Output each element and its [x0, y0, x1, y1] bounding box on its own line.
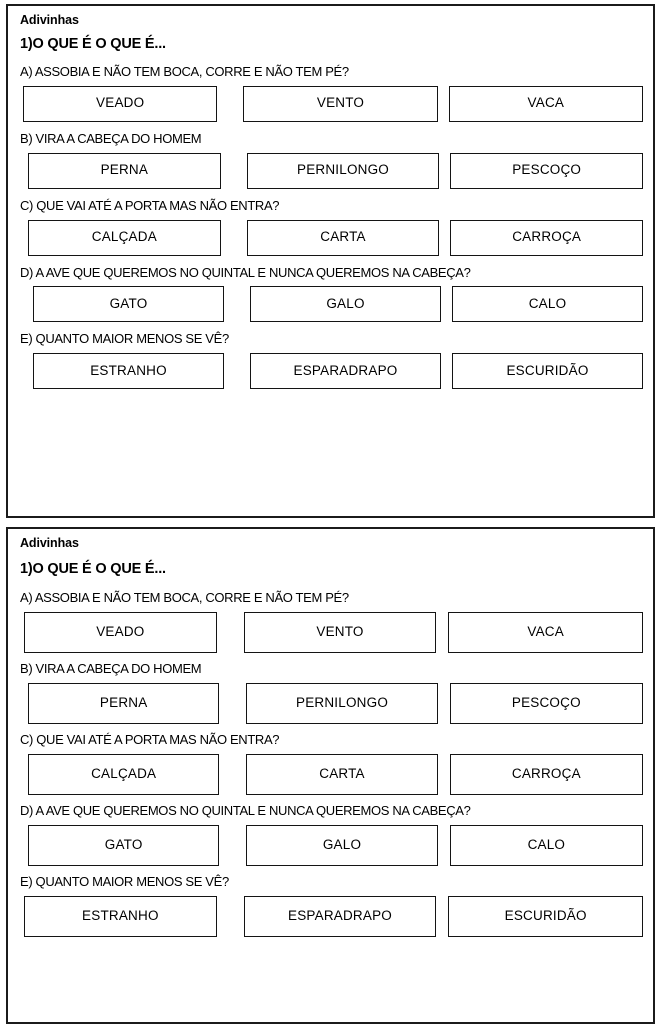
option-box[interactable]: CARTA: [246, 754, 437, 795]
option-box[interactable]: PERNA: [28, 683, 219, 724]
option-box[interactable]: CALO: [452, 286, 643, 322]
question-block-c: [19, 199, 643, 256]
option-box[interactable]: GALO: [250, 286, 441, 322]
option-box[interactable]: GATO: [28, 825, 219, 866]
option-box[interactable]: VENTO: [244, 612, 437, 653]
option-row: [24, 896, 643, 937]
option-box[interactable]: GATO: [33, 286, 224, 322]
option-box[interactable]: CALÇADA: [28, 220, 221, 256]
question-block-a: [19, 65, 643, 122]
question-prompt: B) VIRA A CABEÇA DO HOMEM: [20, 130, 202, 146]
option-box[interactable]: PERNA: [28, 153, 221, 189]
riddle-panel: [6, 4, 655, 518]
option-row: [33, 286, 643, 322]
option-row: [33, 353, 643, 389]
question-prompt: A) ASSOBIA E NÃO TEM BOCA, CORRE E NÃO TEM PÉ?: [20, 63, 349, 79]
option-box[interactable]: PESCOÇO: [450, 153, 643, 189]
option-row: [28, 153, 643, 189]
question-prompt: D) A AVE QUE QUEREMOS NO QUINTAL E NUNCA QUEREMOS NA CABEÇA?: [20, 802, 471, 818]
option-row: [28, 220, 643, 256]
option-box[interactable]: CALÇADA: [28, 754, 219, 795]
question-block-c: [19, 733, 643, 795]
option-row: [28, 683, 643, 724]
option-box[interactable]: CARTA: [247, 220, 440, 256]
option-box[interactable]: CALO: [450, 825, 643, 866]
option-box[interactable]: VENTO: [243, 86, 437, 122]
option-box[interactable]: ESTRANHO: [24, 896, 217, 937]
option-row: [23, 86, 643, 122]
question-prompt: E) QUANTO MAIOR MENOS SE VÊ?: [20, 873, 229, 889]
option-box[interactable]: GALO: [246, 825, 437, 866]
question-prompt: D) A AVE QUE QUEREMOS NO QUINTAL E NUNCA QUEREMOS NA CABEÇA?: [20, 264, 471, 280]
option-box[interactable]: VACA: [448, 612, 643, 653]
question-prompt: A) ASSOBIA E NÃO TEM BOCA, CORRE E NÃO TEM PÉ?: [20, 590, 349, 606]
question-block-b: [19, 662, 643, 724]
option-box[interactable]: ESCURIDÃO: [452, 353, 643, 389]
option-box[interactable]: VACA: [449, 86, 643, 122]
question-block-d: [19, 804, 643, 866]
option-box[interactable]: PESCOÇO: [450, 683, 643, 724]
option-box[interactable]: VEADO: [24, 612, 217, 653]
question-block-a: [19, 591, 643, 653]
question-block-e: [19, 332, 643, 389]
option-row: [28, 754, 643, 795]
option-box[interactable]: PERNILONGO: [246, 683, 437, 724]
question-prompt: C) QUE VAI ATÉ A PORTA MAS NÃO ENTRA?: [20, 197, 280, 213]
question-prompt: E) QUANTO MAIOR MENOS SE VÊ?: [20, 331, 229, 347]
question-prompt: B) VIRA A CABEÇA DO HOMEM: [20, 661, 202, 677]
option-box[interactable]: PERNILONGO: [247, 153, 440, 189]
panel-heading: Adivinhas: [20, 13, 79, 27]
option-box[interactable]: ESTRANHO: [33, 353, 224, 389]
question-prompt: C) QUE VAI ATÉ A PORTA MAS NÃO ENTRA?: [20, 732, 280, 748]
panel-heading: Adivinhas: [20, 536, 79, 551]
option-box[interactable]: ESCURIDÃO: [448, 896, 643, 937]
page-title: 1)O QUE É O QUE É...: [20, 35, 166, 52]
page-title: 1)O QUE É O QUE É...: [20, 561, 166, 578]
option-box[interactable]: ESPARADRAPO: [250, 353, 441, 389]
option-box[interactable]: VEADO: [23, 86, 217, 122]
option-row: [28, 825, 643, 866]
question-block-e: [19, 875, 643, 937]
option-row: [24, 612, 643, 653]
question-block-b: [19, 132, 643, 189]
question-block-d: [19, 266, 643, 323]
option-box[interactable]: ESPARADRAPO: [244, 896, 437, 937]
option-box[interactable]: CARROÇA: [450, 220, 643, 256]
option-box[interactable]: CARROÇA: [450, 754, 643, 795]
riddle-panel: [6, 527, 655, 1024]
